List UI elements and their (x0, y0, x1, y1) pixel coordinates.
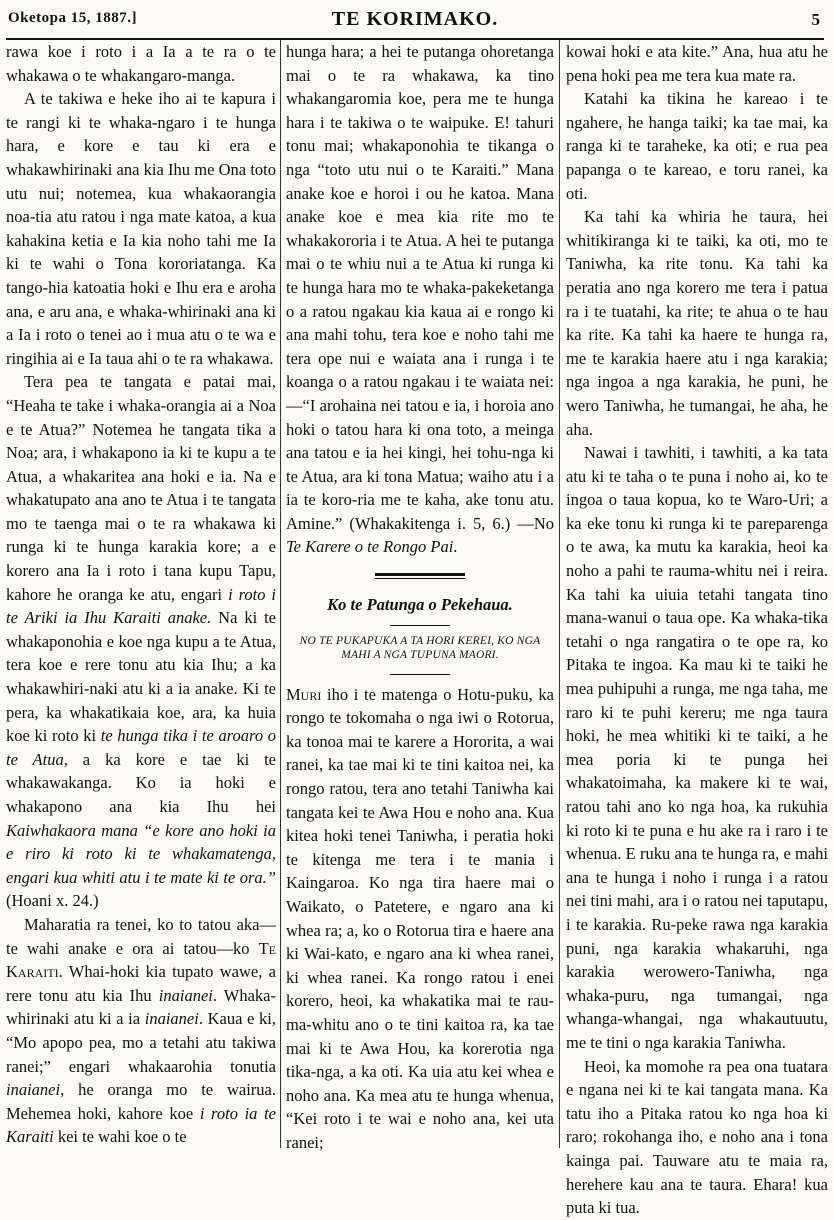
scripture-reference: (Hoani x. 24.) (6, 891, 99, 911)
subtitle-rule (390, 674, 450, 675)
paragraph (286, 40, 554, 559)
italic-text: i roto i te Ariki ia Ihu Karaiti anake. (6, 584, 276, 628)
section-separator (375, 573, 465, 576)
column-1 (6, 40, 276, 1148)
paragraph (286, 683, 554, 1155)
text-run: . Kaua e ki, “Mo apopo pea, mo a tetahi atu takiwa ranei;” engari whakaarohia tonutia (6, 1009, 276, 1076)
text-run: . (453, 537, 458, 557)
column-2 (286, 40, 554, 1152)
text-run: Na ki te whakaponohia e koe nga kupu a te Atua, tera koe e rere tonu atu kia Ihu; a ka whakawhiri-naki atu ki a ia anake. Ki te pera, ka whakatikaia koe, ara, ka huia koe ki roto ki (6, 608, 276, 746)
paragraph: Katahi ka tikina he kareao i te ngahere, he hanga taiki; ka tae mai, ka ranga ki te taraheke, ka oti; e rua pea papanga o te kareao, e toru ranei, ka oti. (566, 89, 828, 203)
column-divider (280, 40, 281, 1148)
page-header (6, 4, 824, 40)
paragraph: rawa koe i roto i a Ia a te ra o te whakawa o te whakangaro-manga. (6, 42, 276, 85)
drop-word: Muri (286, 684, 322, 704)
italic-text: inaianei (6, 1080, 61, 1100)
masthead-title: TE KORIMAKO. (331, 8, 499, 30)
title-rule (390, 625, 450, 626)
text-run: Maharatia ra tenei, ko to tatou aka—te wahi anake e ora ai tatou—ko (6, 914, 276, 958)
article-title: Ko te Patunga o Pekehaua. (327, 595, 513, 615)
paragraph (6, 913, 276, 1149)
small-caps-text: Te Karaiti (6, 938, 276, 982)
paragraph: A te takiwa e heke iho ai te kapura i te rangi ki te whaka-ngaro i te hunga hara, e kore e tau ki era e whakawhirinaki ana kia Ihu me Ona toto utu nui; notemea, kua whakaorangia noa-tia atu ratou i nga mate katoa, a kua kahakina ketia e Ia kia noho tahi me Ia ki te wahi o Tona kororiatanga. Ka tango-hia katoatia hoki e Ihu era e aroha ana, e aru ana, e whaka-whirinaki ana ki a Ia i roto o tenei ao i mua atu o te wa e ringihia ai e Ia taua ahi o te ra whakawa. (6, 89, 276, 368)
paragraph: Nawai i tawhiti, i tawhiti, a ka tata atu ki te taha o te puna i noho ai, ko te ingoa o taua kopua, ko te Waro-Uri; a ka eke tonu ki runga ki te pareparenga o te awa, ka mutu ka karakia, heoi ka noho a pahi te rauma-whitu nei i reira. Ka tahi ka uiuia tetahi tangata tino mana-wanui o taua ope. Ka whaka-tika tetahi o nga rangatira o te ope ra, ko Pitaka te ingoa. Ka mau ki te taiki he mea puhipuhi a runga, me nga taha, me raro ki te puhi kereru; me nga taura hoki, he mea whitiki ki te taiki, a he mea poria ki te punga hei whakatoimaha, ka makere ki te wai, ratou tahi ano ko nga hoa, ka rukuhia ki roto ki te puna e hu ake ra i raro i te whenua. E ruku ana te hunga ra, e mahi ana te hunga i noho i runga i a ratou nei tini mahi, ara i o ratou nei taputapu, i te karakia. Ru-peke rawa nga karakia puni, nga karakia whakaruhi, nga karakia werowero-Taniwha, nga whaka-puru, nga tumangai, nga whanga-whangai, nga whakautuutu, me te tini o nga karakia Taniwha. (566, 443, 828, 1052)
page-number: 5 (811, 10, 820, 29)
column-3 (566, 40, 828, 1218)
issue-date: Oketopa 15, 1887.] (8, 10, 137, 26)
italic-text: inaianei (144, 1009, 199, 1029)
section-separator (375, 578, 465, 579)
source-title: Te Karere o te Rongo Pai (286, 537, 454, 557)
paragraph (6, 370, 276, 913)
article-subtitle: NO TE PUKAPUKA A TA HORI KEREI, KO NGA MAHI A NGA TUPUNA MAORI. (299, 634, 541, 661)
text-run: iho i te matenga o Hotu-puku, ka rongo te tokomaha o nga iwi o Rotorua, ka tonoa mai te karere a Hororita, a wai ranei, ka tae mai ki te tini kaitoa nei, ka rongo ratou, tera ano tetahi Taniwha kai tangata kei te Awa Hou e noho ana. Kua kitea hoki tenei Taniwha, i peratia hoki te kitenga me tera i te mania i Kaingaroa. Ko nga tira haere mai o Waikato, o Patetere, e ngaro ana ki whea ra; a, ko o Rotorua tira e haere ana ki Wai-kato, e ngaro ana ki whea ranei, ki whea ranei. Ka rongo ratou i enei korero, heoi, ka whakatika mai te rau-ma-whitu ano o te tini kaitoa ra, ka tae mai ki te Awa Hou, ka korerotia nga tika-nga, a ka oti. Ka uia atu kei whea e noho ana. Ka mea atu te hunga whenua, “Kei roto i te wai e noho ana, kei uta ranei; (286, 684, 554, 1152)
paragraph: Heoi, ka momohe ra pea ona tuatara e ngana nei ki te kai tangata mana. Ka tatu iho a Pitaka ratou ko nga hoa ki raro; rokohanga iho, e noho ana i tona kainga pai. Tauware atu te maia ra, herehere kau ana te taura. Ehara! kua puta ki tua. (566, 1056, 828, 1218)
italic-text: i roto ia te Karaiti (6, 1103, 276, 1147)
italic-text: inaianei (158, 985, 213, 1005)
text-run: , a ka kore e tae ki te whakawakanga. Ko ia hoki e whakapono ana kia Ihu hei (6, 749, 277, 816)
text-run: . Whai-hoki kia tupato wawe, a rere tonu atu kia Ihu (6, 962, 276, 1005)
italic-quote: Kaiwhakaora mana “e kore ano hoki ia e riro ki roto ki te whakamatenga, engari kua whiti atu i te mate ki te ora.” (6, 820, 276, 887)
text-run: , he oranga mo te wairua. Mehemea hoki, kahore koe (6, 1080, 276, 1123)
text-run: kei te wahi koe o te (53, 1127, 187, 1147)
italic-text: te hunga tika i te aroaro o te Atua (6, 726, 276, 769)
paragraph: kowai hoki e ata kite.” Ana, hua atu he pena hoki pea me tera kua mate ra. (566, 42, 828, 85)
text-run: . Whaka-whirinaki atu ki a ia (6, 985, 277, 1029)
paragraph: Ka tahi ka whiria he taura, hei whitikiranga ki te taiki, ka oti, mo te Taniwha, ka rite tonu. Ka tahi ka peratia ano nga korero me tera i patua ra i te tuatahi, ka rite; te ahua o te hau ka rite. Ka tahi ka haere te hunga ra, me te karakia haere atu i nga karakia; nga ingoa a nga karakia, he puni, he wero Taniwha, he tumangai, he aha, he aha. (566, 207, 828, 439)
text-run: Tera pea te tangata e patai mai, “Heaha te take i whaka-orangia ai a Noa e te Atua?” Notemea he tangata tika a Noa; ara, i whakapono ia ki te kupu a te Atua, a whakaritea ana hoki e ia. Na e whakatupato ana ano te Atua i te tangata mo te taenga mai o te ra whakawa ki runga ki te hunga karakia kore; a e korero ana Ia i roto i tana kupu Tapu, kahore he oranga ke atu, engari (6, 372, 276, 604)
column-divider (559, 40, 560, 1148)
text-run: hunga hara; a hei te putanga ohoretanga mai o te ra whakawa, ka tino whakangaromia koe, pera me te hunga hara i te takiwa o te waipuke. E! tahuri tonu mai; whakaponohia te tikanga o nga “toto utu nui o te Karaiti.” Mana anake koe e horoi i ou he katoa. Mana anake koe e mea kia rite mo te whakakororia i te Atua. A hei te putanga mai o te whiu nui a te Atua ki runga ki te hunga hara mo te whaka-pakeketanga o a ratou ngakau kia kaua ai e rongo ki ana mahi tohu, tera koe e noho tahi me tera ope nui e waiata ana i runga i te koanga o a ratou ngakau i te waiata nei:—“I arohaina nei tatou e ia, i horoia ano hoki o tatou hara ki ona toto, a meinga ana tatou e ia hei kingi, hei tohu-nga ki te Atua, ara ki tona Matua; waiho atu i a ia te koro-ria me te kaha, ake tonu atu. Amine.” (Whakakitenga i. 5, 6.) —No (286, 42, 554, 533)
